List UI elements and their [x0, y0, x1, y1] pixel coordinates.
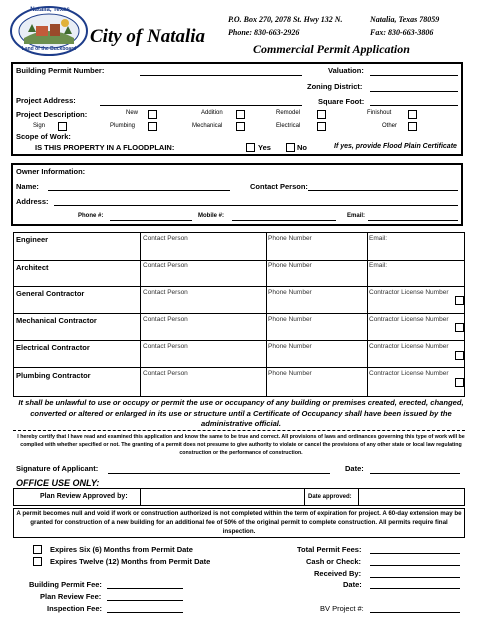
signature-date-field[interactable] [370, 473, 460, 474]
expires-six-checkbox[interactable] [33, 545, 42, 554]
owner-address-field[interactable] [54, 205, 458, 206]
cash-or-check-label: Cash or Check: [306, 557, 362, 566]
contractor-phone[interactable]: Phone Number [268, 262, 312, 269]
bv-project-field[interactable] [370, 612, 460, 613]
floodplain-no-label: No [297, 143, 307, 152]
inspection-fee-label: Inspection Fee: [47, 604, 103, 613]
project-address-field[interactable] [100, 105, 302, 106]
option-mechanical-label: Mechanical [192, 123, 223, 129]
option-finishout-label: Finishout [367, 110, 392, 116]
option-addition-checkbox[interactable] [236, 110, 245, 119]
office-use-title: OFFICE USE ONLY: [16, 478, 100, 488]
occupancy-warning: It shall be unlawful to use or occupy or permit the use or occupancy of any building or premises created, erected, changed, converted or altered or enlarged in its use or structure until a Certificate of Occupancy shall have been issued by the administrative official. [18, 398, 464, 428]
expires-six-label: Expires Six (6) Months from Permit Date [50, 545, 193, 554]
contractor-contact[interactable]: Contact Person [143, 316, 188, 323]
plan-review-approved-field[interactable] [140, 489, 304, 505]
contractor-phone[interactable]: Phone Number [268, 289, 312, 296]
building-permit-fee-label: Building Permit Fee: [29, 580, 102, 589]
signature-applicant-label: Signature of Applicant: [16, 464, 99, 473]
option-finishout-checkbox[interactable] [408, 110, 417, 119]
inspection-fee-field[interactable] [107, 612, 183, 613]
scope-of-work-label: Scope of Work: [16, 132, 71, 141]
warning-divider [13, 430, 465, 431]
owner-email-field[interactable] [368, 220, 458, 221]
building-permit-number-label: Building Permit Number: [16, 66, 105, 75]
header-city-state: Natalia, Texas 78059 [370, 15, 440, 24]
contractor-phone[interactable]: Phone Number [268, 370, 312, 377]
contractor-role: General Contractor [16, 289, 85, 298]
plan-review-approved-label: Plan Review Approved by: [40, 493, 128, 500]
contractor-license-checkbox[interactable] [455, 378, 464, 387]
office-date-label: Date: [343, 580, 362, 589]
office-date-field[interactable] [370, 588, 460, 589]
option-new-checkbox[interactable] [148, 110, 157, 119]
option-sign-checkbox[interactable] [58, 122, 67, 131]
option-addition-label: Addition [201, 110, 223, 116]
total-permit-fees-label: Total Permit Fees: [297, 545, 362, 554]
option-other-label: Other [382, 123, 398, 129]
option-plumbing-label: Plumbing [110, 123, 136, 129]
zoning-district-field[interactable] [370, 91, 458, 92]
owner-address-label: Address: [16, 197, 49, 206]
valuation-field[interactable] [370, 75, 458, 76]
project-description-label: Project Description: [16, 110, 88, 119]
contractor-role: Mechanical Contractor [16, 316, 97, 325]
owner-name-field[interactable] [48, 190, 230, 191]
contractor-license-checkbox[interactable] [455, 323, 464, 332]
signature-applicant-field[interactable] [108, 473, 330, 474]
owner-name-label: Name: [16, 182, 39, 191]
contractor-license[interactable]: Contractor License Number [369, 343, 449, 350]
contractor-contact[interactable]: Contact Person [143, 343, 188, 350]
owner-contact-person-label: Contact Person: [250, 182, 308, 191]
contractor-email[interactable]: Email: [369, 262, 388, 269]
contractor-contact[interactable]: Contact Person [143, 235, 188, 242]
expires-twelve-checkbox[interactable] [33, 557, 42, 566]
option-electrical-checkbox[interactable] [317, 122, 326, 131]
floodplain-note: If yes, provide Flood Plain Certificate [334, 143, 457, 150]
plan-review-fee-label: Plan Review Fee: [40, 592, 102, 601]
contractor-license-checkbox[interactable] [455, 296, 464, 305]
plan-review-fee-field[interactable] [107, 600, 183, 601]
floodplain-question: IS THIS PROPERTY IN A FLOODPLAIN: [35, 143, 175, 152]
project-section [11, 62, 463, 156]
header-phone: Phone: 830-663-2926 [228, 28, 300, 37]
contractor-contact[interactable]: Contact Person [143, 262, 188, 269]
contractor-contact[interactable]: Contact Person [143, 289, 188, 296]
contractor-role: Electrical Contractor [16, 343, 90, 352]
contractor-contact[interactable]: Contact Person [143, 370, 188, 377]
contractor-phone[interactable]: Phone Number [268, 343, 312, 350]
option-electrical-label: Electrical [276, 123, 301, 129]
signature-date-label: Date: [345, 464, 364, 473]
header-fax: Fax: 830-663-3806 [370, 28, 434, 37]
contractor-phone[interactable]: Phone Number [268, 316, 312, 323]
option-plumbing-checkbox[interactable] [148, 122, 157, 131]
bv-project-label: BV Project #: [320, 604, 364, 613]
received-by-label: Received By: [314, 569, 362, 578]
header-address: P.O. Box 270, 2078 St. Hwy 132 N. [228, 15, 343, 24]
owner-phone-label: Phone #: [78, 213, 104, 219]
owner-phone-field[interactable] [110, 220, 192, 221]
form-title: Commercial Permit Application [253, 42, 410, 56]
floodplain-yes-label: Yes [258, 143, 271, 152]
owner-title: Owner Information: [16, 167, 86, 176]
contractor-license[interactable]: Contractor License Number [369, 289, 449, 296]
contractor-license-checkbox[interactable] [455, 351, 464, 360]
building-permit-fee-field[interactable] [107, 588, 183, 589]
option-mechanical-checkbox[interactable] [236, 122, 245, 131]
expires-twelve-label: Expires Twelve (12) Months from Permit Date [50, 557, 211, 566]
square-foot-label: Square Foot: [318, 97, 365, 106]
option-other-checkbox[interactable] [408, 122, 417, 131]
building-permit-number-field[interactable] [140, 75, 302, 76]
total-permit-fees-field[interactable] [370, 553, 460, 554]
seal-text: Natalia, Texas [30, 7, 70, 13]
zoning-district-label: Zoning District: [307, 82, 363, 91]
city-name: City of Natalia [90, 26, 206, 47]
contractor-license[interactable]: Contractor License Number [369, 316, 449, 323]
contractor-role: Architect [16, 263, 49, 272]
floodplain-yes-checkbox[interactable] [246, 143, 255, 152]
floodplain-no-checkbox[interactable] [286, 143, 295, 152]
option-remodel-label: Remodel [276, 110, 301, 116]
owner-email-label: Email: [347, 213, 366, 219]
received-by-field[interactable] [370, 577, 460, 578]
city-seal [10, 6, 88, 56]
contractor-role: Plumbing Contractor [16, 371, 91, 380]
contractor-phone[interactable]: Phone Number [268, 235, 312, 242]
contractor-email[interactable]: Email: [369, 235, 388, 242]
certification-text: I hereby certify that I have read and examined this application and know the same to be true and correct. All provisions of laws and ordinances governing this type of work will be complied with whether specified or not. The granting of a permit does not presume to give authority to violate or cancel the provisions of any other state or local law regulating construction or the performance of construction. [17, 434, 465, 456]
contractor-license[interactable]: Contractor License Number [369, 370, 449, 377]
owner-mobile-field[interactable] [232, 220, 336, 221]
owner-contact-person-field[interactable] [308, 190, 458, 191]
option-remodel-checkbox[interactable] [317, 110, 326, 119]
expiration-notice: A permit becomes null and void if work or construction authorized is not completed within the term of expiration for project. A 60-day extension may be granted for construction of a new building for an additional fee of 50% of the original permit to complete construction. All permits require final inspection. [16, 510, 462, 535]
contractor-role: Engineer [16, 235, 49, 244]
cash-or-check-field[interactable] [370, 565, 460, 566]
option-sign-label: Sign [33, 123, 46, 129]
project-address-label: Project Address: [16, 96, 76, 105]
valuation-label: Valuation: [328, 66, 364, 75]
date-approved-field[interactable] [358, 489, 465, 505]
square-foot-field[interactable] [370, 105, 458, 106]
date-approved-label: Date approved: [308, 494, 352, 500]
seal-motto: Land of the Buckboard [21, 46, 77, 52]
option-new-label: New [126, 110, 139, 116]
owner-mobile-label: Mobile #: [198, 213, 225, 219]
